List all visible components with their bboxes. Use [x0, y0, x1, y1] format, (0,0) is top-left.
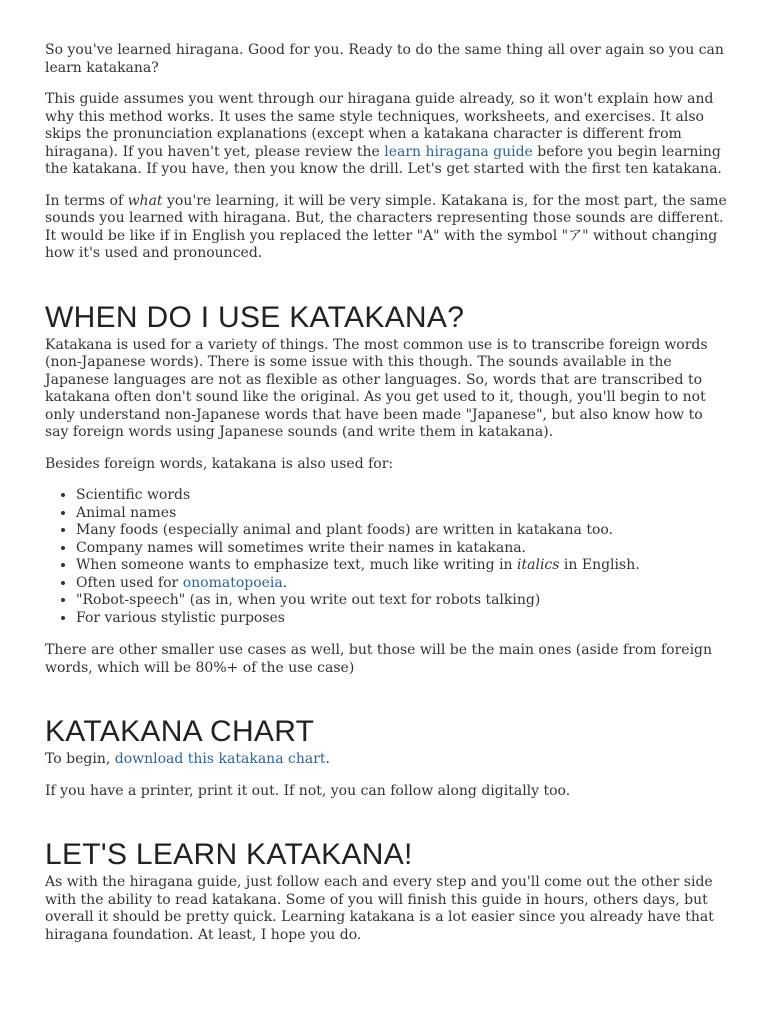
- intro-p3-text-after: you're learning, it will be very simple. Katakana is, for the most part, the same sounds you learned with hiragana. But, the characters representing those sounds are different. It would be like if in English you replaced the letter "A" with the symbol "ア" without changing how it's used and pronounced.: [45, 192, 727, 261]
- learn-hiragana-guide-link[interactable]: learn hiragana guide: [384, 143, 533, 160]
- list-item-emphasis: italics: [517, 557, 560, 573]
- learn-paragraph-1: As with the hiragana guide, just follow each and every step and you'll come out the other side with the ability to read katakana. Some of you will finish this guide in hours, others days, but overall it should be pretty quick. Learning katakana is a lot easier since you already have that hiragana foundation. At least, I hope you do.: [45, 874, 714, 943]
- intro-paragraph-1: So you've learned hiragana. Good for you. Ready to do the same thing all over again so you can learn katakana?: [45, 42, 724, 76]
- list-item-text-after: .: [282, 574, 288, 591]
- uses-list: [45, 487, 730, 627]
- list-item: • "Robot-speech" (as in, when you write out text for robots talking): [76, 592, 730, 610]
- intro-p2-text-before: This guide assumes you went through our hiragana guide already, so it won't explain how and why this method works. It uses the same style techniques, worksheets, and exercises. It also skips the pronunciation explanations (except when a katakana character is different from hiragana). If you haven't yet, please review the: [45, 91, 714, 160]
- chart-p1-text-after: .: [325, 751, 330, 767]
- when-paragraph-2: Besides foreign words, katakana is also used for:: [45, 455, 394, 472]
- intro-p3-text-before: In terms of: [45, 192, 128, 209]
- list-item-text-before: Often used for: [76, 574, 183, 591]
- when-heading: WHEN DO I USE KATAKANA?: [45, 300, 465, 334]
- article-body: [45, 42, 730, 958]
- list-item: • Animal names: [76, 505, 730, 523]
- intro-p3-emphasis: what: [127, 192, 163, 209]
- list-item: [76, 557, 730, 575]
- intro-paragraph-2: [45, 91, 730, 179]
- learn-heading: LET'S LEARN KATAKANA!: [45, 838, 413, 871]
- chart-paragraph-2: If you have a printer, print it out. If not, you can follow along digitally too.: [45, 782, 571, 799]
- list-item: • Company names will sometimes write their names in katakana.: [76, 540, 730, 558]
- intro-paragraph-3: [45, 193, 730, 263]
- when-paragraph-1: Katakana is used for a variety of things. The most common use is to transcribe foreign words (non-Japanese words). There is some issue with this though. The sounds available in the Japanese languages are not as flexible as other languages. So, words that are transcribed to katakana often don't sound like the original. As you get used to it, though, you'll begin to not only understand non-Japanese words that have been made "Japanese", but also know how to say foreign words using Japanese sounds (and write them in katakana).: [45, 336, 708, 440]
- chart-p1-text-before: To begin,: [45, 751, 115, 767]
- when-paragraph-3: There are other smaller use cases as well, but those will be the main ones (aside from foreign words, which will be 80%+ of the use case): [45, 642, 713, 676]
- list-item: • Many foods (especially animal and plant foods) are written in katakana too.: [76, 522, 730, 540]
- list-item: • For various stylistic purposes: [76, 610, 730, 628]
- download-katakana-chart-link[interactable]: download this katakana chart: [114, 751, 326, 767]
- intro-p2-text-after: before you begin learning the katakana. If you have, then you know the drill. Let's get started with the first ten katakana.: [45, 143, 722, 177]
- list-item: • Scientific words: [76, 487, 730, 505]
- list-item-text-before: When someone wants to emphasize text, much like writing in: [76, 557, 518, 573]
- list-item-text-after: in English.: [559, 557, 640, 573]
- chart-paragraph-1: [45, 751, 730, 769]
- onomatopoeia-link[interactable]: onomatopoeia: [182, 574, 283, 591]
- list-item: [76, 575, 730, 593]
- chart-heading: KATAKANA CHART: [45, 715, 315, 748]
